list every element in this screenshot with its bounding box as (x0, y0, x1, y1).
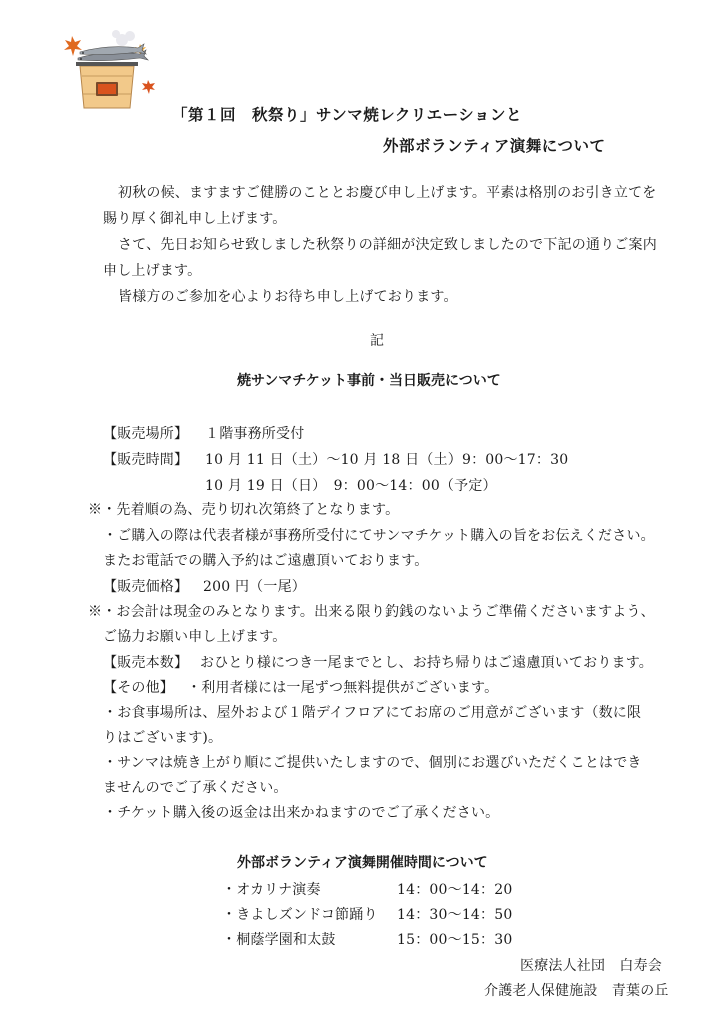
other-label: 【その他】 (103, 680, 174, 696)
sanma-fish (78, 44, 148, 61)
smoke (112, 30, 135, 46)
maple-leaf-icon (64, 36, 82, 56)
count-value: おひとり様につき一尾までとし、お持ち帰りはご遠慮頂いております。 (200, 655, 653, 671)
place-label: 【販売場所】 (103, 426, 189, 442)
place-value: １階事務所受付 (205, 426, 305, 442)
time-label: 【販売時間】 (103, 452, 189, 468)
other-line-6: ・チケット購入後の返金は出来かねますのでご了承ください。 (103, 805, 500, 821)
time-value-2: 10 月 19 日（日） 9：00～14：00（予定） (205, 478, 497, 494)
section2-heading: 外部ボランティア演舞開催時間について (237, 855, 488, 871)
shichirin-pot (80, 66, 134, 108)
note-3: またお電話での購入予約はご遠慮頂いております。 (103, 553, 429, 569)
other-line-4: ・サンマは焼き上がり順にご提供いたしますので、個別にお選びいただくことはでき (103, 755, 642, 771)
ki-mark: 記 (370, 333, 385, 349)
greeting-line: さて、先日お知らせ致しました秋祭りの詳細が決定致しましたので下記の通りご案内 (118, 237, 657, 253)
time-value-1: 10 月 11 日（土）～10 月 18 日（土）9：00～17：30 (205, 452, 569, 468)
other-line-3: りはございます)。 (103, 730, 223, 746)
performance-name: ・桐蔭学園和太鼓 (222, 932, 336, 948)
performance-name: ・きよしズンドコ節踊り (222, 907, 378, 923)
performance-time: 15：00～15：30 (397, 932, 513, 948)
note-5: ご協力お願い申し上げます。 (103, 629, 287, 645)
performance-name: ・オカリナ演奏 (222, 882, 321, 898)
other-value: ・利用者様には一尾ずつ無料提供がございます。 (187, 680, 499, 696)
other-line-2: ・お食事場所は、屋外および１階デイフロアにてお席のご用意がございます（数に限 (103, 705, 642, 721)
performance-time: 14：00～14：20 (397, 882, 513, 898)
section1-heading: 焼サンマチケット事前・当日販売について (237, 373, 501, 389)
sanma-grill-illustration (60, 28, 160, 112)
note-4: ※・お会計は現金のみとなります。出来る限り釣銭のないようご準備くださいますよう、 (88, 604, 655, 620)
org-line-2: 介護老人保健施設 青葉の丘 (484, 983, 669, 999)
org-line-1: 医療法人社団 白寿会 (520, 958, 662, 974)
other-line-5: ませんのでご了承ください。 (103, 780, 288, 796)
note-1: ※・先着順の為、売り切れ次第終了となります。 (88, 502, 400, 518)
title-line-2: 外部ボランティア演舞について (383, 136, 606, 155)
greeting-line: 皆様方のご参加を心よりお待ち申し上げております。 (118, 289, 458, 305)
maple-leaf-icon (142, 80, 155, 94)
greeting-line: 初秋の候、ますますご健勝のこととお慶び申し上げます。平素は格別のお引き立てを (118, 185, 657, 201)
title-line-1: 「第１回 秋祭り」サンマ焼レクリエーションと (172, 105, 522, 124)
performance-time: 14：30～14：50 (397, 907, 513, 923)
greeting-line: 賜り厚く御礼申し上げます。 (103, 211, 287, 227)
grill-grate (76, 62, 138, 66)
price-label: 【販売価格】 (103, 579, 189, 595)
note-2: ・ご購入の際は代表者様が事務所受付にてサンマチケット購入の旨をお伝えください。 (103, 528, 655, 544)
count-label: 【販売本数】 (103, 655, 189, 671)
greeting-line: 申し上げます。 (103, 263, 202, 279)
price-value: 200 円（一尾） (203, 579, 306, 595)
